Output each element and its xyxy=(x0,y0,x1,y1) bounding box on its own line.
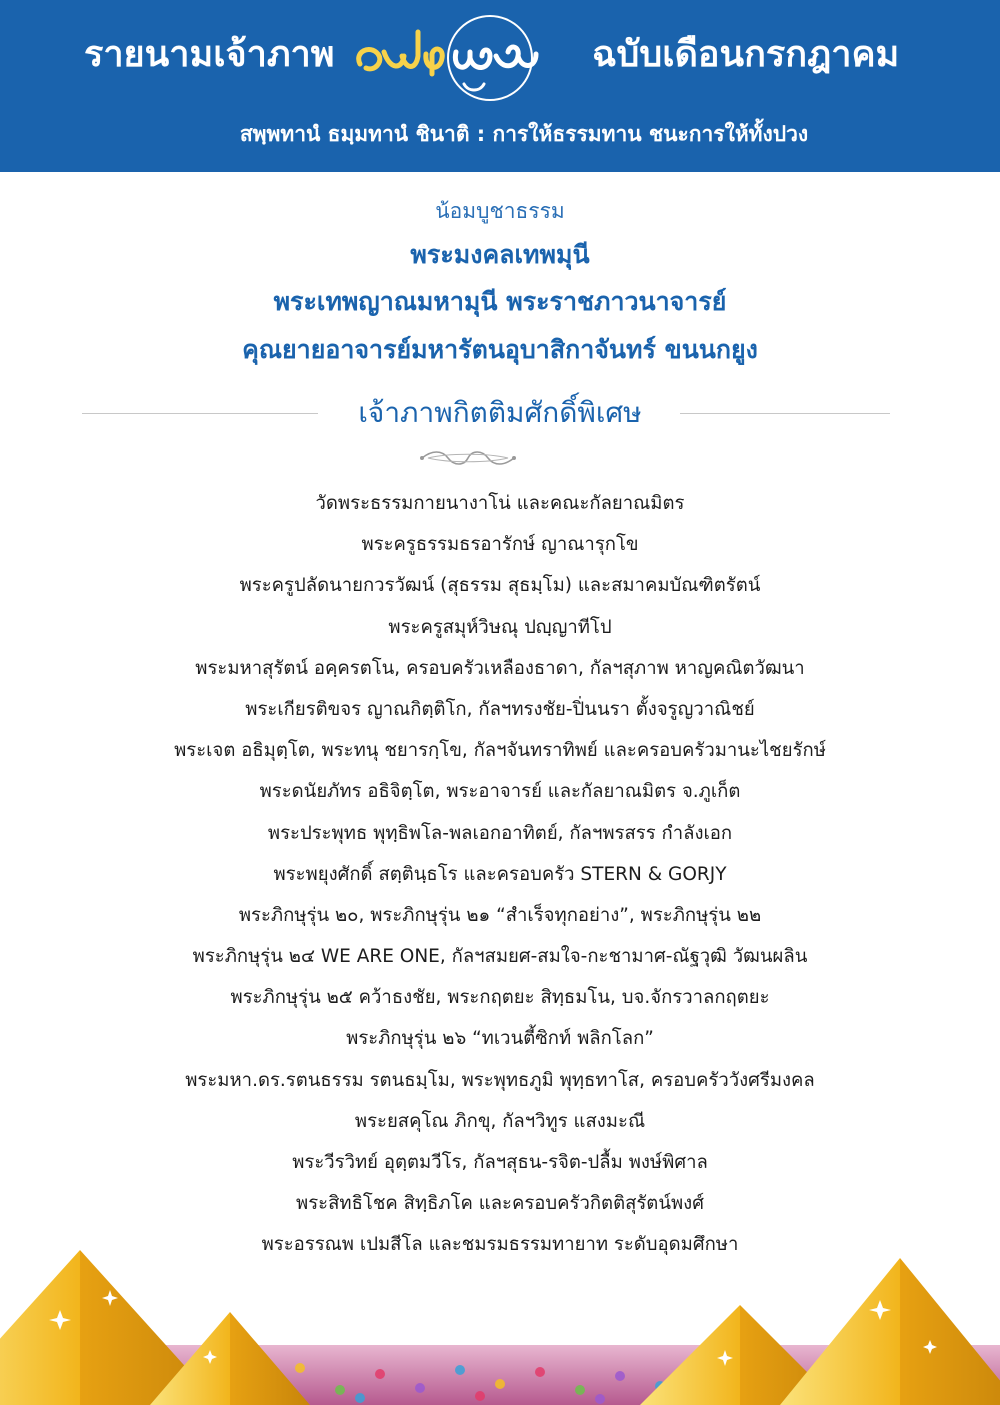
golden-pagodas-illustration xyxy=(0,1250,1000,1405)
donor-item: พระภิกษุรุ่น ๒๔ WE ARE ONE, กัลฯสมยศ-สมใจ-กะชามาศ-ณัฐวุฒิ วัฒนผลิน xyxy=(192,946,808,968)
donor-item: พระภิกษุรุ่น ๒๕ คว้าธงชัย, พระกฤตยะ สิทฺธมโน, บจ.จักรวาลกฤตยะ xyxy=(230,987,770,1009)
donor-item: พระเจต อธิมุตฺโต, พระทนุ ชยารกฺโข, กัลฯจันทราทิพย์ และครอบครัวมานะไชยรักษ์ xyxy=(174,740,826,762)
donor-item: พระภิกษุรุ่น ๒๐, พระภิกษุรุ่น ๒๑ “สำเร็จทุกอย่าง”, พระภิกษุรุ่น ๒๒ xyxy=(238,904,762,926)
donor-item: พระดนัยภัทร อธิจิตฺโต, พระอาจารย์ และกัลยาณมิตร จ.ภูเก็ต xyxy=(259,781,741,803)
header-banner xyxy=(0,0,1000,172)
flourish-ornament-icon xyxy=(418,448,518,468)
donor-item: พระพยุงศักดิ์ สตฺตินฺธโร และครอบครัว STERN & GORJY xyxy=(273,863,727,885)
donor-item: พระเกียรติขจร ญาณกิตฺติโก, กัลฯทรงชัย-ปิ่นนรา ตั้งจรูญวาณิชย์ xyxy=(245,698,755,720)
header-subtitle: สพฺพทานํ ธมฺมทานํ ชินาติ : การให้ธรรมทาน ชนะการให้ทั้งปวง xyxy=(239,122,809,146)
section-divider-right xyxy=(680,413,890,414)
donor-item: พระภิกษุรุ่น ๒๖ “ทเวนตี้ซิกท์ พลิกโลก” xyxy=(346,1028,654,1050)
honoree-line: พระเทพญาณมหามุนี พระราชภาวนาจารย์ xyxy=(273,287,727,316)
tribute-lead: น้อมบูชาธรรม xyxy=(435,199,565,223)
donor-item: พระยสคุโณ ภิกขุ, กัลฯวิทูร แสงมะณี xyxy=(354,1110,646,1132)
honoree-line: พระมงคลเทพมุนี xyxy=(410,240,590,269)
donor-item: พระครูธรรมธรอารักษ์ ญาณารุกโข xyxy=(361,534,639,556)
donor-item: พระประพุทธ พุทฺธิพโล-พลเอกอาทิตย์, กัลฯพรสรร กำลังเอก xyxy=(267,822,733,844)
donor-item: พระมหาสุรัตน์ อคฺครตโน, ครอบครัวเหลืองธาดา, กัลฯสุภาพ หาญคณิตวัฒนา xyxy=(195,657,805,679)
honoree-line: คุณยายอาจารย์มหารัตนอุบาสิกาจันทร์ ขนนกยูง xyxy=(242,335,758,364)
donor-item: พระครูสมุห์วิษณุ ปญฺญาทีโป xyxy=(388,616,612,638)
donor-item: วัดพระธรรมกายนางาโน่ และคณะกัลยาณมิตร xyxy=(315,493,685,514)
donor-item: พระมหา.ดร.รตนธรรม รตนธมฺโม, พระพุทธภูมิ พุทฺธทาโส, ครอบครัววังศรีมงคล xyxy=(185,1069,815,1091)
donor-item: พระอรรณพ เปมสีโล และชมรมธรรมทายาท ระดับอุดมศึกษา xyxy=(261,1234,739,1256)
section-title: เจ้าภาพกิตติมศักดิ์พิเศษ xyxy=(358,396,642,429)
yoo-nai-boon-logo xyxy=(340,12,570,104)
header-title-left: รายนามเจ้าภาพ xyxy=(84,34,335,75)
donor-item: พระครูปลัดนายกวรวัฒน์ (สุธรรม สุธมฺโม) และสมาคมบัณฑิตรัตน์ xyxy=(239,575,761,597)
donor-item: พระวีรวิทย์ อุตฺตมวีโร, กัลฯสุธน-รจิต-ปลื้ม พงษ์พิศาล xyxy=(292,1152,708,1173)
donor-list xyxy=(0,487,1000,1270)
header-title-right: ฉบับเดือนกรกฎาคม xyxy=(592,34,900,75)
donor-item: พระสิทธิโชค สิทฺธิภโค และครอบครัวกิตติสุรัตน์พงศ์ xyxy=(296,1193,704,1215)
